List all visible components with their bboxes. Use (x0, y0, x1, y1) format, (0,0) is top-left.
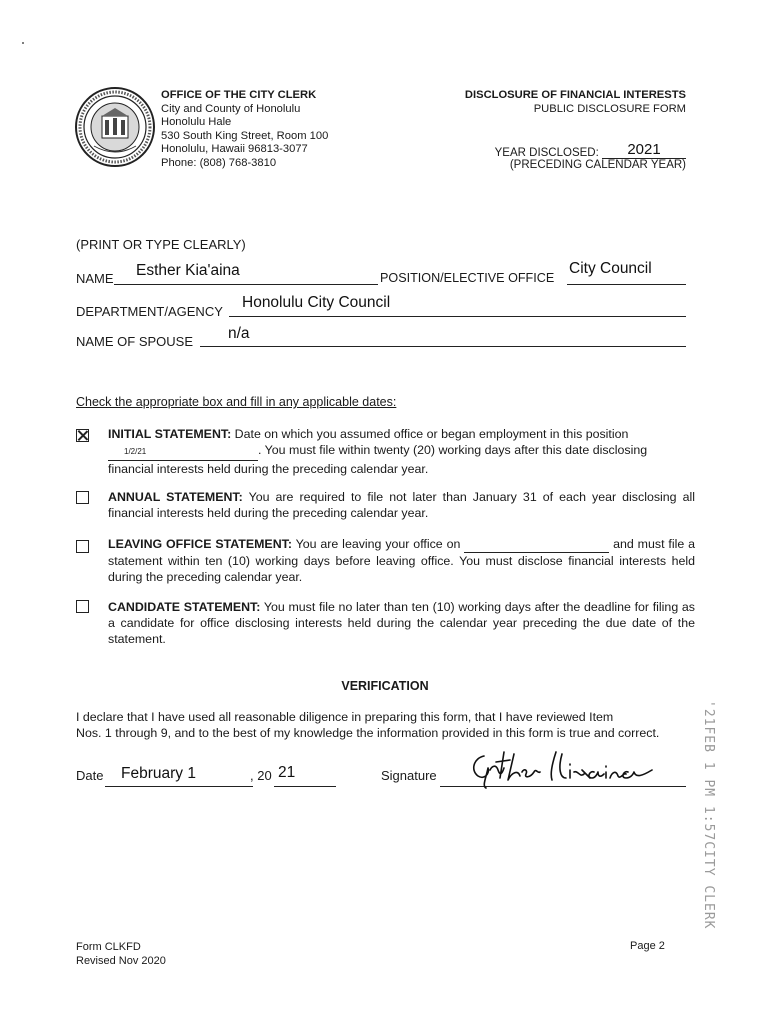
date-label: Date (76, 768, 104, 783)
office-line: Honolulu, Hawaii 96813-3077 (161, 143, 308, 156)
position-underline (567, 284, 686, 285)
leaving-office-text: You are leaving your office on (295, 537, 461, 551)
declaration-line: I declare that I have used all reasonable diligence in preparing this form, that I have reviewed Item (76, 710, 614, 724)
initial-statement-text: Date on which you assumed office or began employment in this position (234, 427, 629, 441)
leaving-office-heading: LEAVING OFFICE STATEMENT: (108, 537, 292, 551)
annual-statement-text: You are required to file not later than January 31 of each year disclosing all financial interests held during the preceding calendar year. (108, 490, 696, 520)
form-subtitle: PUBLIC DISCLOSURE FORM (533, 102, 686, 115)
department-label: DEPARTMENT/AGENCY (76, 304, 223, 319)
department-field[interactable]: Honolulu City Council (242, 294, 391, 311)
verification-declaration (76, 709, 696, 741)
initial-statement-text: financial interests held during the preceding calendar year. (108, 462, 429, 476)
candidate-statement-heading: CANDIDATE STATEMENT: (108, 600, 261, 614)
office-line: Honolulu Hale (161, 116, 232, 129)
year-disclosed-label: YEAR DISCLOSED: (494, 147, 599, 159)
year-prefix: , 20 (250, 768, 272, 783)
instruction-text: Check the appropriate box and fill in any applicable dates: (76, 395, 397, 409)
office-line: 530 South King Street, Room 100 (161, 129, 329, 142)
leaving-date-field[interactable] (464, 536, 609, 553)
form-code: Form CLKFD (76, 941, 141, 953)
initial-statement-heading: INITIAL STATEMENT: (108, 427, 232, 441)
name-underline (114, 284, 378, 285)
verification-title: VERIFICATION (341, 679, 429, 693)
department-underline (229, 316, 686, 317)
print-note: (PRINT OR TYPE CLEARLY) (76, 237, 246, 252)
position-label: POSITION/ELECTIVE OFFICE (380, 271, 555, 285)
date-underline (105, 786, 253, 787)
form-code-block (76, 940, 166, 968)
verification-year-field[interactable]: 21 (278, 764, 296, 781)
annual-statement (108, 489, 695, 521)
leaving-office-checkbox[interactable] (76, 540, 89, 553)
initial-statement-text: . You must file within twenty (20) working days after this date disclosing (258, 443, 648, 457)
signature-image[interactable] (466, 748, 666, 790)
position-field[interactable]: City Council (569, 260, 652, 277)
signature-label: Signature (381, 768, 437, 783)
candidate-statement-text: You must file no later than ten (10) working days after the deadline for filing as a candidate for office disclosing interests held during the calendar year preceding the due date of the statement. (108, 600, 695, 646)
spouse-underline (200, 346, 686, 347)
office-address (161, 89, 328, 171)
candidate-statement-checkbox[interactable] (76, 600, 89, 613)
spouse-field[interactable]: n/a (228, 325, 250, 342)
date-field[interactable]: February 1 (121, 765, 196, 782)
annual-statement-heading: ANNUAL STATEMENT: (108, 490, 243, 504)
declaration-line: Nos. 1 through 9, and to the best of my knowledge the information provided in this form is true and correct. (76, 726, 660, 740)
year-disclosed-field[interactable]: 2021 (602, 141, 686, 159)
year-underline (274, 786, 336, 787)
leaving-office-statement (108, 536, 695, 585)
city-seal-logo (74, 86, 156, 168)
form-title-block (465, 89, 686, 116)
office-phone: Phone: (808) 768-3810 (161, 156, 277, 169)
office-line: City and County of Honolulu (161, 102, 301, 115)
initial-statement-checkbox[interactable] (76, 429, 89, 442)
form-title: DISCLOSURE OF FINANCIAL INTERESTS (464, 89, 686, 101)
annual-statement-checkbox[interactable] (76, 491, 89, 504)
received-stamp: '21FEB 1 PM 1:57CITY CLERK (701, 700, 716, 930)
initial-statement (108, 426, 695, 477)
name-field[interactable]: Esther Kia'aina (136, 262, 240, 279)
year-disclosed-note: (PRECEDING CALENDAR YEAR) (509, 159, 686, 171)
name-label: NAME (76, 271, 114, 286)
form-revision: Revised Nov 2020 (76, 955, 166, 967)
candidate-statement (108, 599, 695, 647)
leaving-office-text: and must file a statement within ten (10) working days before leaving office. You must disclose financial interests held during the preceding calendar year. (108, 537, 695, 584)
office-name: OFFICE OF THE CITY CLERK (161, 89, 317, 101)
initial-date-field[interactable]: 1/2/21 (108, 442, 258, 461)
page-number: Page 2 (630, 940, 665, 952)
spouse-label: NAME OF SPOUSE (76, 334, 194, 349)
scan-speck (22, 42, 24, 44)
